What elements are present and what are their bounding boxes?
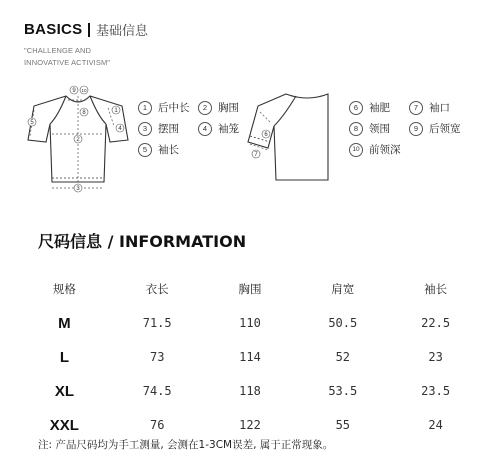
marker-label: 5	[30, 120, 34, 126]
column-header: 胸围	[238, 282, 262, 296]
header	[24, 20, 148, 69]
legend-item	[349, 121, 390, 136]
legend-label: 摆围	[158, 123, 179, 135]
column-header: 衣长	[145, 282, 169, 296]
table-row	[18, 306, 482, 340]
legend-number: 2	[198, 101, 212, 115]
marker-label: 6	[264, 132, 268, 138]
table-row	[18, 374, 482, 408]
legend-item	[138, 100, 190, 115]
marker-label: 1	[114, 108, 118, 114]
measurement-note: 注: 产品尺码均为手工测量, 会测在1-3CM误差, 属于正常现象。	[38, 439, 334, 451]
legend-number: 4	[198, 122, 212, 136]
legend-number: 10	[349, 143, 363, 157]
table-cell: 23	[428, 350, 443, 364]
legend-label: 后领宽	[429, 123, 461, 135]
back-tshirt-drawing	[248, 94, 328, 180]
table-cell: 50.5	[328, 316, 358, 330]
table-cell: 73	[149, 350, 165, 364]
legend-item	[198, 100, 239, 115]
marker-label: 3	[76, 186, 80, 192]
legend-number: 8	[349, 122, 363, 136]
table-cell: 118	[239, 384, 261, 398]
title-divider	[88, 23, 90, 37]
table-cell: 74.5	[142, 384, 172, 398]
table-row	[18, 340, 482, 374]
table-cell: 22.5	[421, 316, 451, 330]
legend-label: 袖笼	[218, 123, 239, 135]
marker-label: 2	[76, 137, 80, 143]
legend-label: 胸围	[218, 102, 239, 114]
marker-label: 8	[82, 110, 86, 116]
size-label: XL	[54, 382, 74, 400]
table-cell: 23.5	[421, 384, 451, 398]
legend-label: 领围	[369, 123, 390, 135]
legend-number: 3	[138, 122, 152, 136]
legend-number: 6	[349, 101, 363, 115]
brand-line	[24, 20, 148, 39]
legend-item	[409, 121, 461, 136]
brand-subtitle: 基础信息	[95, 24, 148, 39]
garment-diagram	[24, 82, 344, 194]
table-cell: 24	[428, 418, 443, 432]
legend-label: 袖长	[158, 144, 179, 156]
legend-number: 5	[138, 143, 152, 157]
legend-item	[349, 100, 390, 115]
marker-label: 9	[72, 88, 76, 94]
column-header: 规格	[52, 282, 76, 296]
size-label: M	[58, 314, 71, 332]
legend-item	[349, 142, 401, 157]
size-table	[18, 272, 482, 442]
legend-item	[138, 121, 179, 136]
table-cell: 71.5	[142, 316, 172, 330]
legend-number: 1	[138, 101, 152, 115]
table-header-row	[18, 272, 482, 306]
measure-sleeve-width	[260, 112, 270, 122]
legend-label: 后中长	[158, 102, 190, 114]
legend-item	[409, 100, 450, 115]
size-label: L	[59, 348, 69, 366]
legend-number: 7	[409, 101, 423, 115]
marker-label: 4	[118, 126, 122, 132]
marker-label: 7	[254, 152, 258, 158]
table-cell: 53.5	[328, 384, 358, 398]
legend-label: 袖口	[429, 102, 450, 114]
legend-label: 袖肥	[369, 102, 390, 114]
legend-item	[198, 121, 239, 136]
legend-label: 前领深	[369, 144, 401, 156]
column-header: 肩宽	[331, 282, 355, 296]
table-cell: 52	[335, 350, 351, 364]
table-cell: 114	[239, 350, 261, 364]
slogan-line-1: "CHALLENGE AND	[24, 46, 91, 55]
size-label: XXL	[49, 416, 79, 434]
table-cell: 110	[239, 316, 261, 330]
legend-item	[138, 142, 179, 157]
marker-label: 10	[81, 88, 87, 93]
brand-title: BASICS	[24, 21, 83, 38]
table-cell: 55	[335, 418, 351, 432]
column-header: 袖长	[424, 282, 448, 296]
back-raglan-seam	[274, 96, 296, 126]
section-title: 尺码信息 / INFORMATION	[38, 232, 247, 251]
table-cell: 122	[239, 418, 261, 432]
slogan	[24, 45, 148, 69]
back-tshirt-outline	[248, 94, 328, 180]
table-cell: 76	[149, 418, 165, 432]
legend-number: 9	[409, 122, 423, 136]
slogan-line-2: INNOVATIVE ACTIVISM"	[24, 58, 111, 67]
